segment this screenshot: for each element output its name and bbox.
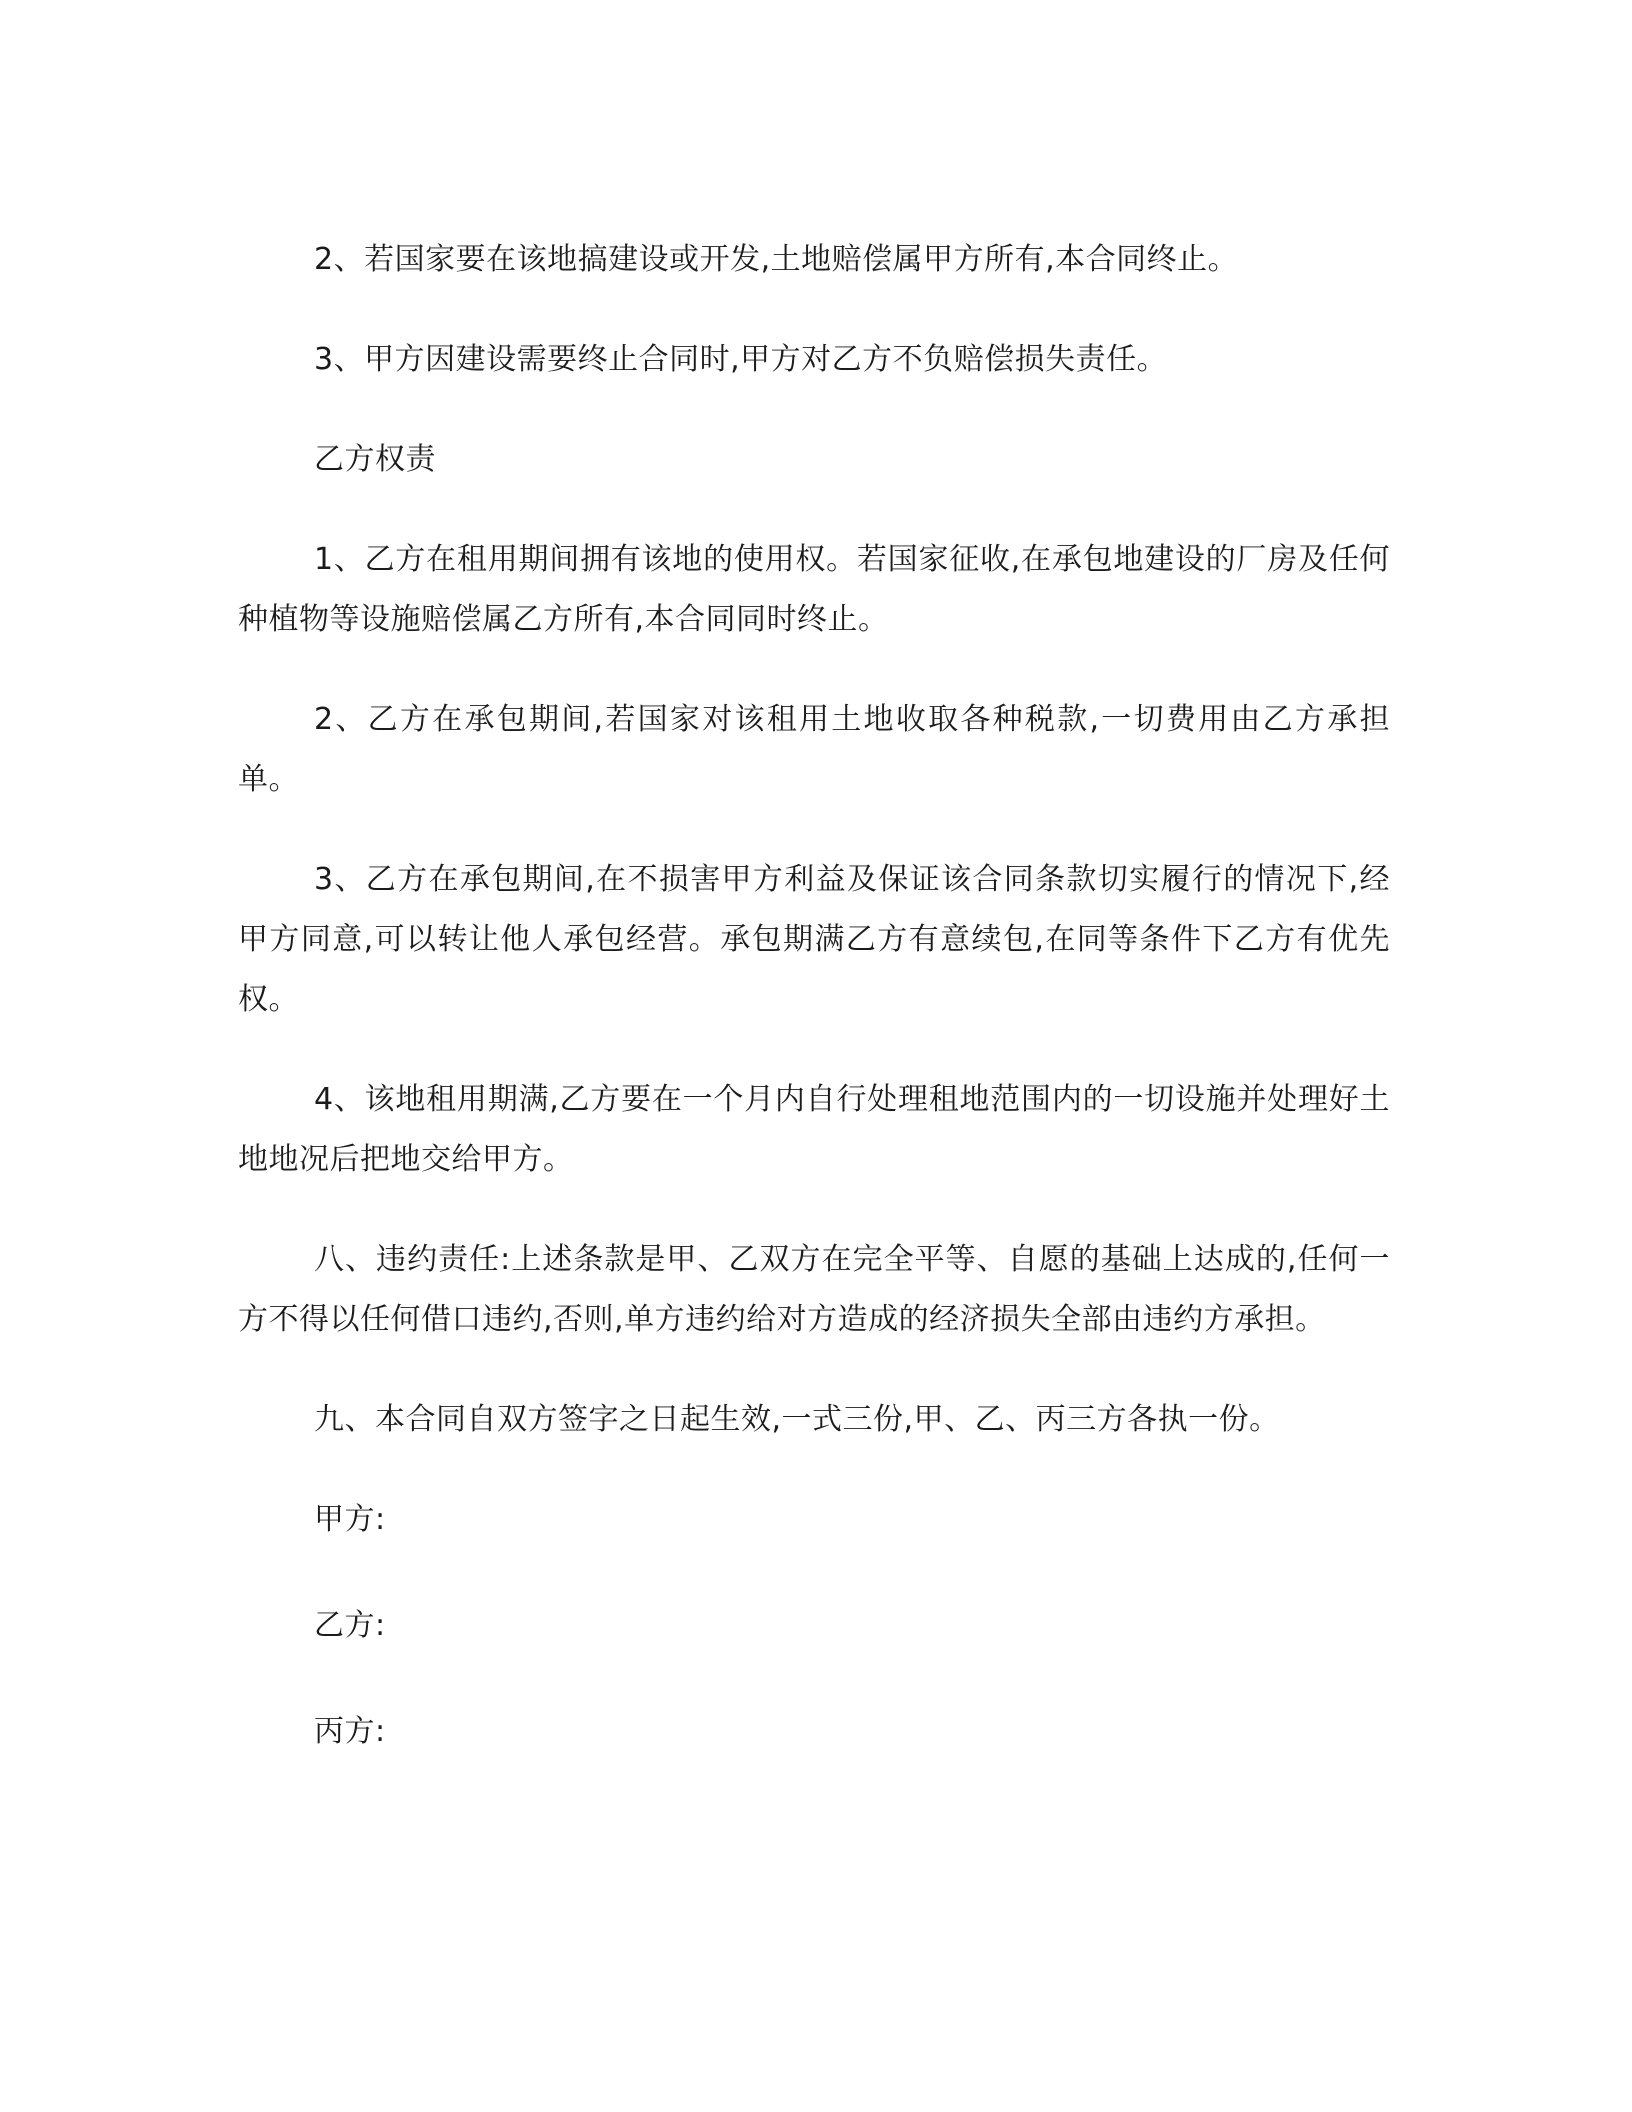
clause-a3: 3、甲方因建设需要终止合同时,甲方对乙方不负赔偿损失责任。	[314, 342, 1168, 377]
clause-breach-liability: 八、违约责任:上述条款是甲、乙双方在完全平等、自愿的基础上达成的,任何一方不得以任何借口违约,否则,单方违约给对方造成的经济损失全部由违约方承担。	[238, 1242, 1390, 1337]
clause-effectiveness: 九、本合同自双方签字之日起生效,一式三份,甲、乙、丙三方各执一份。	[314, 1402, 1280, 1437]
signature-party-b: 乙方:	[314, 1608, 386, 1643]
signature-party-a: 甲方:	[314, 1502, 386, 1537]
signature-party-c: 丙方:	[314, 1714, 386, 1749]
clause-b3: 3、乙方在承包期间,在不损害甲方利益及保证该合同条款切实履行的情况下,经甲方同意,可以转让他人承包经营。承包期满乙方有意续包,在同等条件下乙方有优先权。	[238, 862, 1390, 1017]
clause-b2: 2、乙方在承包期间,若国家对该租用土地收取各种税款,一切费用由乙方承担单。	[238, 702, 1390, 797]
clause-b4: 4、该地租用期满,乙方要在一个月内自行处理租地范围内的一切设施并处理好土地地况后把地交给甲方。	[238, 1082, 1390, 1177]
section-heading-party-b-rights: 乙方权责	[314, 442, 436, 477]
document-body	[238, 230, 1390, 1808]
clause-a2: 2、若国家要在该地搞建设或开发,土地赔偿属甲方所有,本合同终止。	[314, 242, 1239, 277]
clause-b1: 1、乙方在租用期间拥有该地的使用权。若国家征收,在承包地建设的厂房及任何种植物等设施赔偿属乙方所有,本合同同时终止。	[238, 542, 1390, 637]
